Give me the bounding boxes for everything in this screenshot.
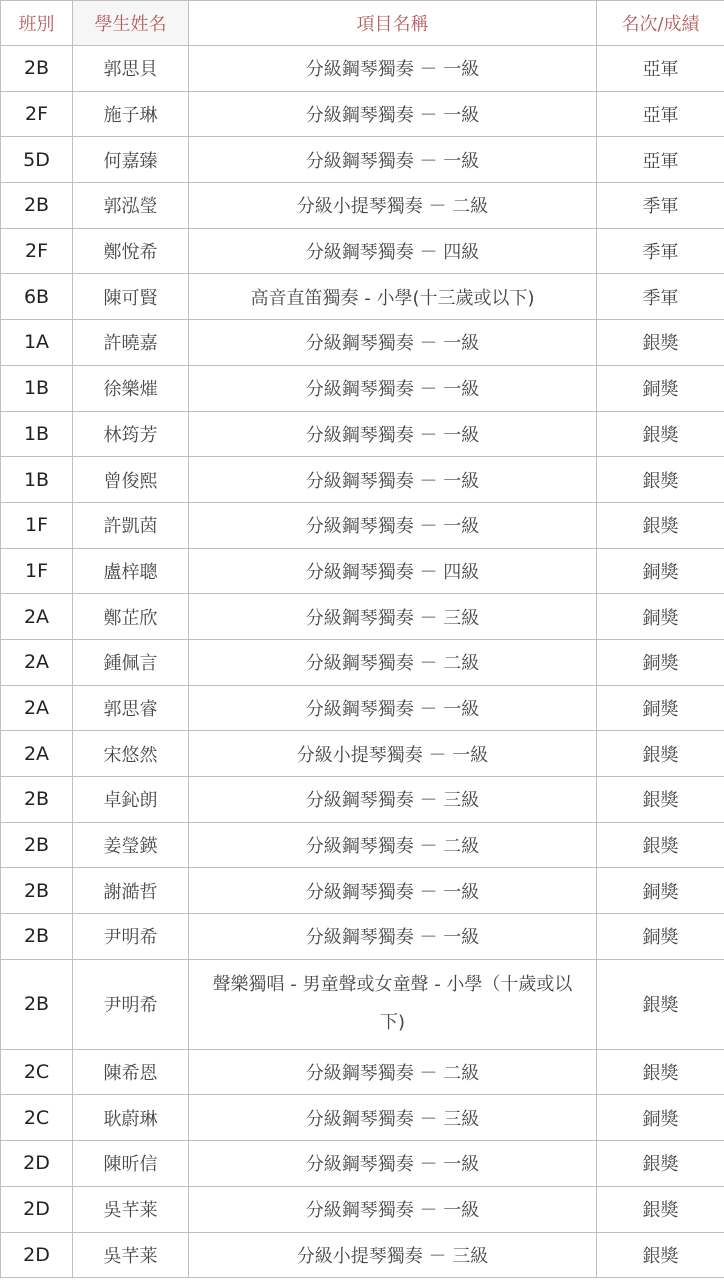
student-name-cell: 姜瑩鍈 [73, 822, 189, 868]
class-cell: 2A [1, 639, 73, 685]
student-name-cell: 鍾佩言 [73, 639, 189, 685]
class-cell: 1B [1, 411, 73, 457]
event-name-cell: 分級鋼琴獨奏 － 三級 [189, 1095, 597, 1141]
event-name-cell: 分級鋼琴獨奏 － 二級 [189, 639, 597, 685]
event-name-cell: 分級鋼琴獨奏 － 一級 [189, 137, 597, 183]
header-student-name: 學生姓名 [73, 1, 189, 46]
student-name-cell: 陳昕信 [73, 1141, 189, 1187]
header-class: 班別 [1, 1, 73, 46]
class-cell: 1F [1, 502, 73, 548]
class-cell: 2A [1, 594, 73, 640]
event-name-cell: 分級鋼琴獨奏 － 二級 [189, 822, 597, 868]
result-cell: 銀獎 [597, 731, 724, 777]
event-name-cell: 分級鋼琴獨奏 － 四級 [189, 548, 597, 594]
event-name-cell: 分級鋼琴獨奏 － 一級 [189, 457, 597, 503]
event-name-cell: 分級鋼琴獨奏 － 一級 [189, 320, 597, 366]
table-row [1, 685, 724, 731]
student-name-cell: 尹明希 [73, 959, 189, 1049]
result-cell: 亞軍 [597, 137, 724, 183]
result-cell: 銀獎 [597, 502, 724, 548]
student-name-cell: 鄭悅希 [73, 228, 189, 274]
table-row [1, 274, 724, 320]
table-row [1, 457, 724, 503]
table-row [1, 731, 724, 777]
table-row [1, 868, 724, 914]
student-name-cell: 郭思睿 [73, 685, 189, 731]
class-cell: 2B [1, 183, 73, 229]
result-cell: 銀獎 [597, 777, 724, 823]
event-name-cell: 分級鋼琴獨奏 － 四級 [189, 228, 597, 274]
result-cell: 銅獎 [597, 594, 724, 640]
class-cell: 2F [1, 91, 73, 137]
student-name-cell: 陳希恩 [73, 1049, 189, 1095]
table-row [1, 91, 724, 137]
class-cell: 2B [1, 777, 73, 823]
class-cell: 1F [1, 548, 73, 594]
result-cell: 季軍 [597, 228, 724, 274]
event-name-cell: 分級鋼琴獨奏 － 一級 [189, 411, 597, 457]
class-cell: 2B [1, 822, 73, 868]
header-result: 名次/成績 [597, 1, 724, 46]
result-cell: 銀獎 [597, 822, 724, 868]
table-row [1, 502, 724, 548]
table-row [1, 1049, 724, 1095]
student-name-cell: 陳可賢 [73, 274, 189, 320]
class-cell: 2D [1, 1141, 73, 1187]
student-name-cell: 徐樂熣 [73, 365, 189, 411]
table-row [1, 777, 724, 823]
class-cell: 2F [1, 228, 73, 274]
result-cell: 銅獎 [597, 914, 724, 960]
result-cell: 銅獎 [597, 548, 724, 594]
event-name-cell: 分級鋼琴獨奏 － 三級 [189, 594, 597, 640]
class-cell: 1B [1, 365, 73, 411]
student-name-cell: 吳芊莱 [73, 1232, 189, 1278]
event-name-cell: 分級鋼琴獨奏 － 一級 [189, 365, 597, 411]
class-cell: 2D [1, 1186, 73, 1232]
class-cell: 6B [1, 274, 73, 320]
table-row [1, 183, 724, 229]
table-row [1, 1095, 724, 1141]
class-cell: 2B [1, 914, 73, 960]
header-event-name: 項目名稱 [189, 1, 597, 46]
table-row [1, 594, 724, 640]
table-row [1, 137, 724, 183]
student-name-cell: 何嘉臻 [73, 137, 189, 183]
student-name-cell: 耿蔚琳 [73, 1095, 189, 1141]
result-cell: 銀獎 [597, 457, 724, 503]
student-name-cell: 許凱茵 [73, 502, 189, 548]
result-cell: 銀獎 [597, 320, 724, 366]
event-name-cell: 分級小提琴獨奏 － 三級 [189, 1232, 597, 1278]
table-row [1, 228, 724, 274]
result-cell: 銅獎 [597, 639, 724, 685]
class-cell: 2B [1, 868, 73, 914]
event-name-cell: 高音直笛獨奏 - 小學(十三歲或以下) [189, 274, 597, 320]
event-name-cell: 分級鋼琴獨奏 － 一級 [189, 46, 597, 92]
student-name-cell: 吳芊莱 [73, 1186, 189, 1232]
table-row [1, 46, 724, 92]
result-cell: 銅獎 [597, 868, 724, 914]
table-row [1, 959, 724, 1049]
result-cell: 銅獎 [597, 365, 724, 411]
class-cell: 2C [1, 1049, 73, 1095]
result-cell: 銅獎 [597, 685, 724, 731]
result-cell: 銀獎 [597, 1232, 724, 1278]
table-row [1, 411, 724, 457]
student-name-cell: 施子琳 [73, 91, 189, 137]
table-row [1, 822, 724, 868]
class-cell: 2C [1, 1095, 73, 1141]
student-name-cell: 郭思貝 [73, 46, 189, 92]
result-cell: 銅獎 [597, 1095, 724, 1141]
event-name-cell: 聲樂獨唱 - 男童聲或女童聲 - 小學（十歲或以下) [189, 959, 597, 1049]
student-name-cell: 宋悠然 [73, 731, 189, 777]
event-name-cell: 分級鋼琴獨奏 － 一級 [189, 868, 597, 914]
class-cell: 2B [1, 46, 73, 92]
class-cell: 2A [1, 685, 73, 731]
event-name-cell: 分級鋼琴獨奏 － 三級 [189, 777, 597, 823]
class-cell: 5D [1, 137, 73, 183]
result-cell: 亞軍 [597, 91, 724, 137]
table-row [1, 1232, 724, 1278]
event-name-cell: 分級鋼琴獨奏 － 二級 [189, 1049, 597, 1095]
event-name-cell: 分級鋼琴獨奏 － 一級 [189, 1186, 597, 1232]
table-row [1, 365, 724, 411]
result-cell: 銀獎 [597, 1141, 724, 1187]
result-cell: 銀獎 [597, 411, 724, 457]
student-name-cell: 盧梓聰 [73, 548, 189, 594]
result-cell: 亞軍 [597, 46, 724, 92]
table-row [1, 1186, 724, 1232]
student-name-cell: 許曉嘉 [73, 320, 189, 366]
result-cell: 銀獎 [597, 1049, 724, 1095]
table-row [1, 320, 724, 366]
table-row [1, 548, 724, 594]
student-name-cell: 鄭芷欣 [73, 594, 189, 640]
student-name-cell: 卓鈊朗 [73, 777, 189, 823]
class-cell: 2D [1, 1232, 73, 1278]
class-cell: 2B [1, 959, 73, 1049]
student-name-cell: 林筠芳 [73, 411, 189, 457]
event-name-cell: 分級鋼琴獨奏 － 一級 [189, 1141, 597, 1187]
result-cell: 季軍 [597, 183, 724, 229]
table-row [1, 1141, 724, 1187]
event-name-cell: 分級鋼琴獨奏 － 一級 [189, 914, 597, 960]
event-name-cell: 分級鋼琴獨奏 － 一級 [189, 502, 597, 548]
class-cell: 2A [1, 731, 73, 777]
event-name-cell: 分級小提琴獨奏 － 一級 [189, 731, 597, 777]
event-name-cell: 分級小提琴獨奏 － 二級 [189, 183, 597, 229]
event-name-cell: 分級鋼琴獨奏 － 一級 [189, 91, 597, 137]
student-name-cell: 尹明希 [73, 914, 189, 960]
table-row [1, 914, 724, 960]
result-cell: 銀獎 [597, 1186, 724, 1232]
student-name-cell: 謝澔哲 [73, 868, 189, 914]
header-row [1, 1, 724, 46]
table-body [1, 46, 724, 1278]
event-name-cell: 分級鋼琴獨奏 － 一級 [189, 685, 597, 731]
student-name-cell: 郭泓瑩 [73, 183, 189, 229]
class-cell: 1B [1, 457, 73, 503]
result-cell: 銀獎 [597, 959, 724, 1049]
student-name-cell: 曾俊熙 [73, 457, 189, 503]
result-cell: 季軍 [597, 274, 724, 320]
table-row [1, 639, 724, 685]
class-cell: 1A [1, 320, 73, 366]
